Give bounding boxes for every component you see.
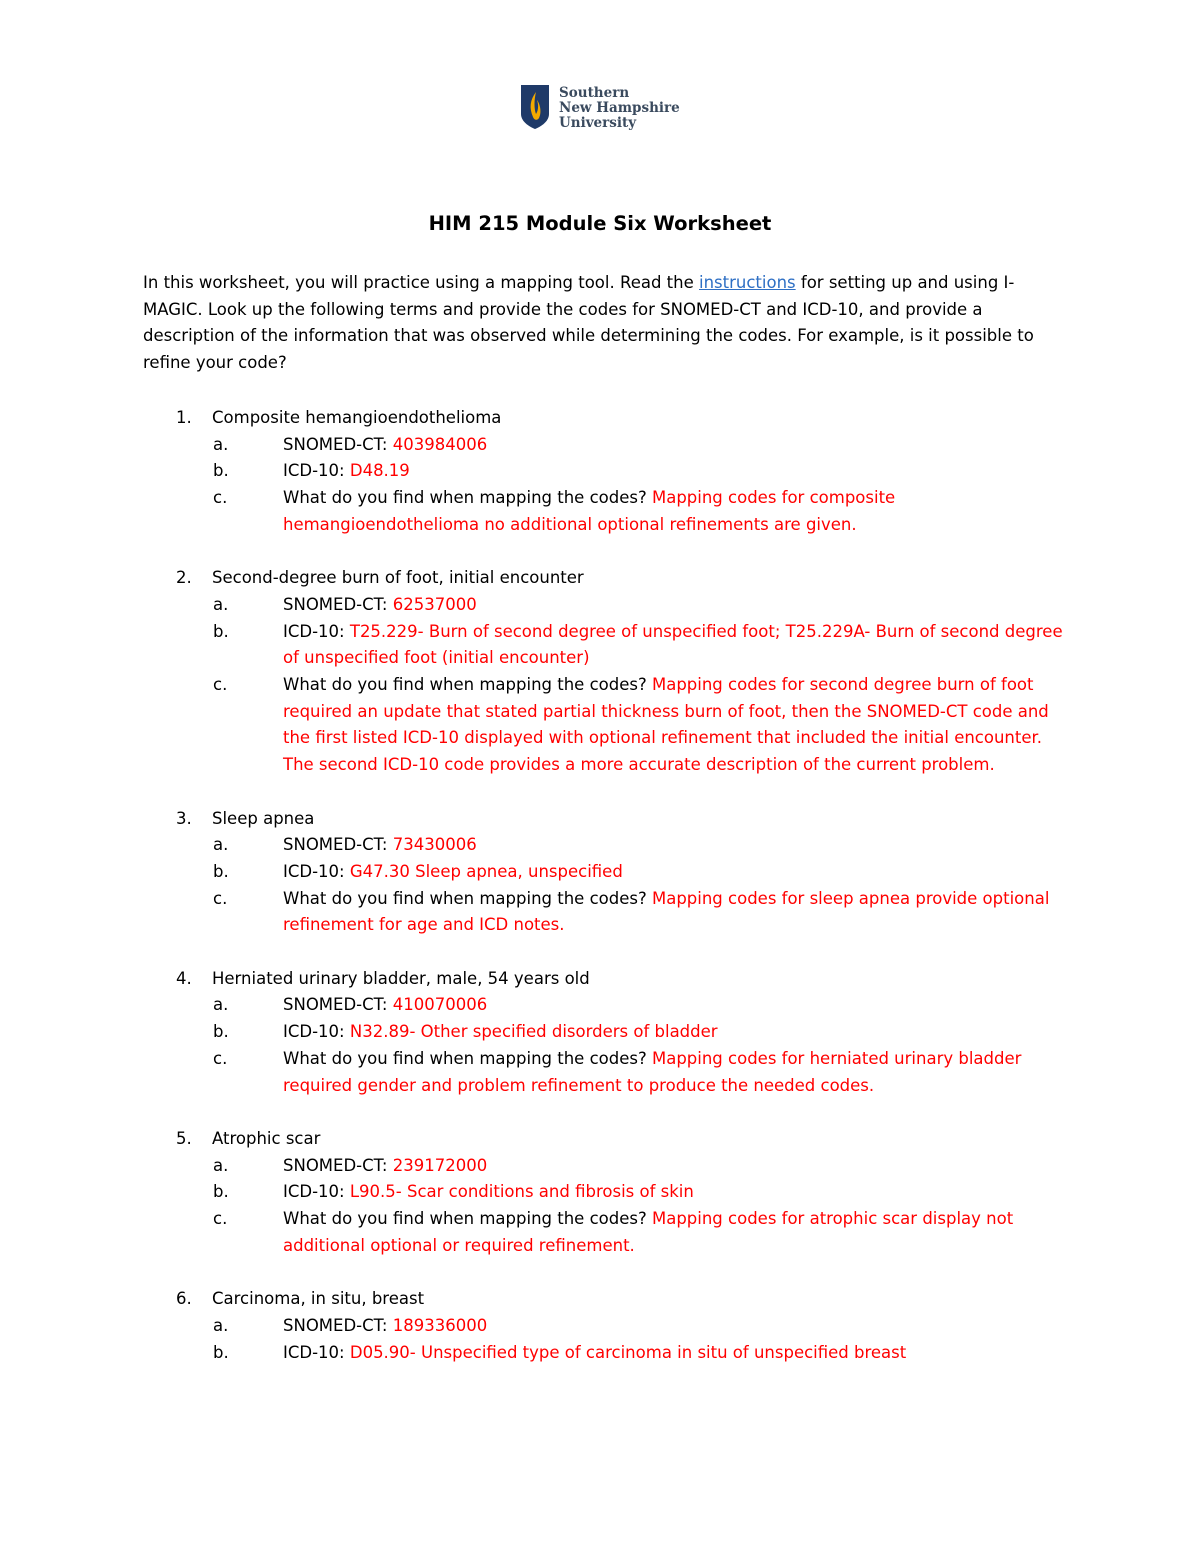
question-item <box>143 1286 1073 1366</box>
icd-row <box>213 1179 1073 1206</box>
mapping-label: What do you find when mapping the codes? <box>283 1209 652 1229</box>
question-item <box>143 565 1073 779</box>
logo-line-3: University <box>559 115 637 131</box>
sub-letter: a. <box>213 1155 229 1175</box>
question-item <box>143 806 1073 940</box>
mapping-row <box>213 1206 1073 1259</box>
question-term: Atrophic scar <box>212 1128 321 1148</box>
snomed-row <box>213 1153 1073 1180</box>
mapping-label: What do you find when mapping the codes? <box>283 488 652 508</box>
sub-list <box>143 1313 1073 1366</box>
icd-label: ICD-10: <box>283 861 350 881</box>
question-number: 4. <box>176 968 192 988</box>
icd-row <box>213 1019 1073 1046</box>
snomed-row <box>213 432 1073 459</box>
sub-letter: c. <box>213 1048 228 1068</box>
question-term: Sleep apnea <box>212 808 315 828</box>
snomed-label: SNOMED-CT: <box>283 594 393 614</box>
question-list <box>143 405 1073 1393</box>
university-logo <box>520 84 680 131</box>
sub-letter: c. <box>213 488 228 508</box>
snomed-row <box>213 832 1073 859</box>
snomed-label: SNOMED-CT: <box>283 995 393 1015</box>
snomed-value: 73430006 <box>392 835 477 855</box>
logo-line-1: Southern <box>559 85 630 101</box>
sub-list <box>143 592 1073 779</box>
sub-letter: b. <box>213 861 229 881</box>
question-item <box>143 405 1073 539</box>
icd-label: ICD-10: <box>283 1342 350 1362</box>
sub-letter: a. <box>213 835 229 855</box>
question-term: Composite hemangioendothelioma <box>212 408 502 427</box>
mapping-label: What do you find when mapping the codes? <box>283 888 652 908</box>
question-term: Herniated urinary bladder, male, 54 years old <box>212 968 590 988</box>
icd-value: T25.229- Burn of second degree of unspecified foot; T25.229A- Burn of second degree of unspecified foot (initial encounter) <box>283 621 1063 668</box>
sub-letter: b. <box>213 621 229 641</box>
snomed-value: 239172000 <box>392 1155 488 1175</box>
snomed-value: 62537000 <box>392 594 477 614</box>
question-item <box>143 1126 1073 1260</box>
sub-letter: b. <box>213 1182 229 1202</box>
sub-letter: a. <box>213 594 229 614</box>
snomed-row <box>213 592 1073 619</box>
mapping-row <box>213 485 1073 538</box>
icd-row <box>213 1340 1073 1367</box>
question-item <box>143 966 1073 1100</box>
mapping-answer: Mapping codes for sleep apnea provide optional refinement for age and ICD notes. <box>283 888 1050 935</box>
icd-label: ICD-10: <box>283 621 350 641</box>
mapping-answer: Mapping codes for herniated urinary bladder required gender and problem refinement to produce the needed codes. <box>283 1048 1022 1095</box>
icd-row <box>213 619 1073 672</box>
icd-label: ICD-10: <box>283 1022 350 1042</box>
snomed-value: 410070006 <box>392 995 488 1015</box>
intro-text-before: In this worksheet, you will practice using a mapping tool. Read the <box>143 273 700 292</box>
logo-wordmark <box>559 86 680 131</box>
icd-label: ICD-10: <box>283 1182 350 1202</box>
mapping-answer: Mapping codes for atrophic scar display not additional optional or required refinement. <box>283 1209 1014 1255</box>
sub-letter: b. <box>213 1342 229 1362</box>
sub-letter: c. <box>213 675 228 695</box>
question-number: 2. <box>176 568 192 588</box>
intro-paragraph <box>143 270 1073 377</box>
intro-text-after: for setting up and using I-MAGIC. Look up the following terms and provide the codes for SNOMED-CT and ICD-10, and provide a description of the information that was observed while determining the codes. For example, is it possible to refine your code? <box>143 273 1034 373</box>
mapping-label: What do you find when mapping the codes? <box>283 675 652 695</box>
shield-flame-icon <box>520 84 550 130</box>
question-term: Carcinoma, in situ, breast <box>212 1289 425 1309</box>
sub-list <box>143 992 1073 1099</box>
icd-row <box>213 458 1073 485</box>
snomed-value: 189336000 <box>392 1315 488 1335</box>
mapping-row <box>213 672 1073 779</box>
mapping-answer: Mapping codes for second degree burn of foot required an update that stated partial thickness burn of foot, then the SNOMED-CT code and the first listed ICD-10 displayed with optional refinement that included the initial encounter. The second ICD-10 code provides a more accurate description of the current problem. <box>283 675 1049 775</box>
snomed-label: SNOMED-CT: <box>283 835 393 855</box>
question-number: 1. <box>176 408 192 427</box>
snomed-label: SNOMED-CT: <box>283 1315 393 1335</box>
icd-value: L90.5- Scar conditions and fibrosis of skin <box>349 1182 694 1202</box>
question-number: 3. <box>176 808 192 828</box>
snomed-row <box>213 1313 1073 1340</box>
logo-line-2: New Hampshire <box>559 100 680 116</box>
mapping-answer: Mapping codes for composite hemangioendothelioma no additional optional refinements are given. <box>283 488 896 534</box>
sub-letter: a. <box>213 1315 229 1335</box>
sub-letter: b. <box>213 1022 229 1042</box>
question-term: Second-degree burn of foot, initial encounter <box>212 568 584 588</box>
sub-letter: a. <box>213 434 229 454</box>
mapping-row <box>213 886 1073 939</box>
sub-letter: c. <box>213 888 228 908</box>
sub-list <box>143 432 1073 539</box>
sub-letter: a. <box>213 995 229 1015</box>
question-number: 6. <box>176 1289 192 1309</box>
instructions-link[interactable]: instructions <box>699 273 796 292</box>
icd-row <box>213 859 1073 886</box>
sub-list <box>143 1153 1073 1260</box>
mapping-label: What do you find when mapping the codes? <box>283 1048 652 1068</box>
sub-letter: b. <box>213 461 229 481</box>
page-title: HIM 215 Module Six Worksheet <box>428 212 772 235</box>
mapping-row <box>213 1046 1073 1099</box>
icd-value: G47.30 Sleep apnea, unspecified <box>349 861 623 881</box>
icd-value: N32.89- Other specified disorders of bladder <box>349 1022 718 1042</box>
icd-value: D05.90- Unspecified type of carcinoma in situ of unspecified breast <box>349 1342 907 1362</box>
snomed-label: SNOMED-CT: <box>283 434 393 454</box>
snomed-label: SNOMED-CT: <box>283 1155 393 1175</box>
sub-letter: c. <box>213 1209 228 1229</box>
snomed-row <box>213 992 1073 1019</box>
icd-value: D48.19 <box>349 461 410 481</box>
snomed-value: 403984006 <box>392 434 488 454</box>
icd-label: ICD-10: <box>283 461 350 481</box>
question-number: 5. <box>176 1128 192 1148</box>
sub-list <box>143 832 1073 939</box>
